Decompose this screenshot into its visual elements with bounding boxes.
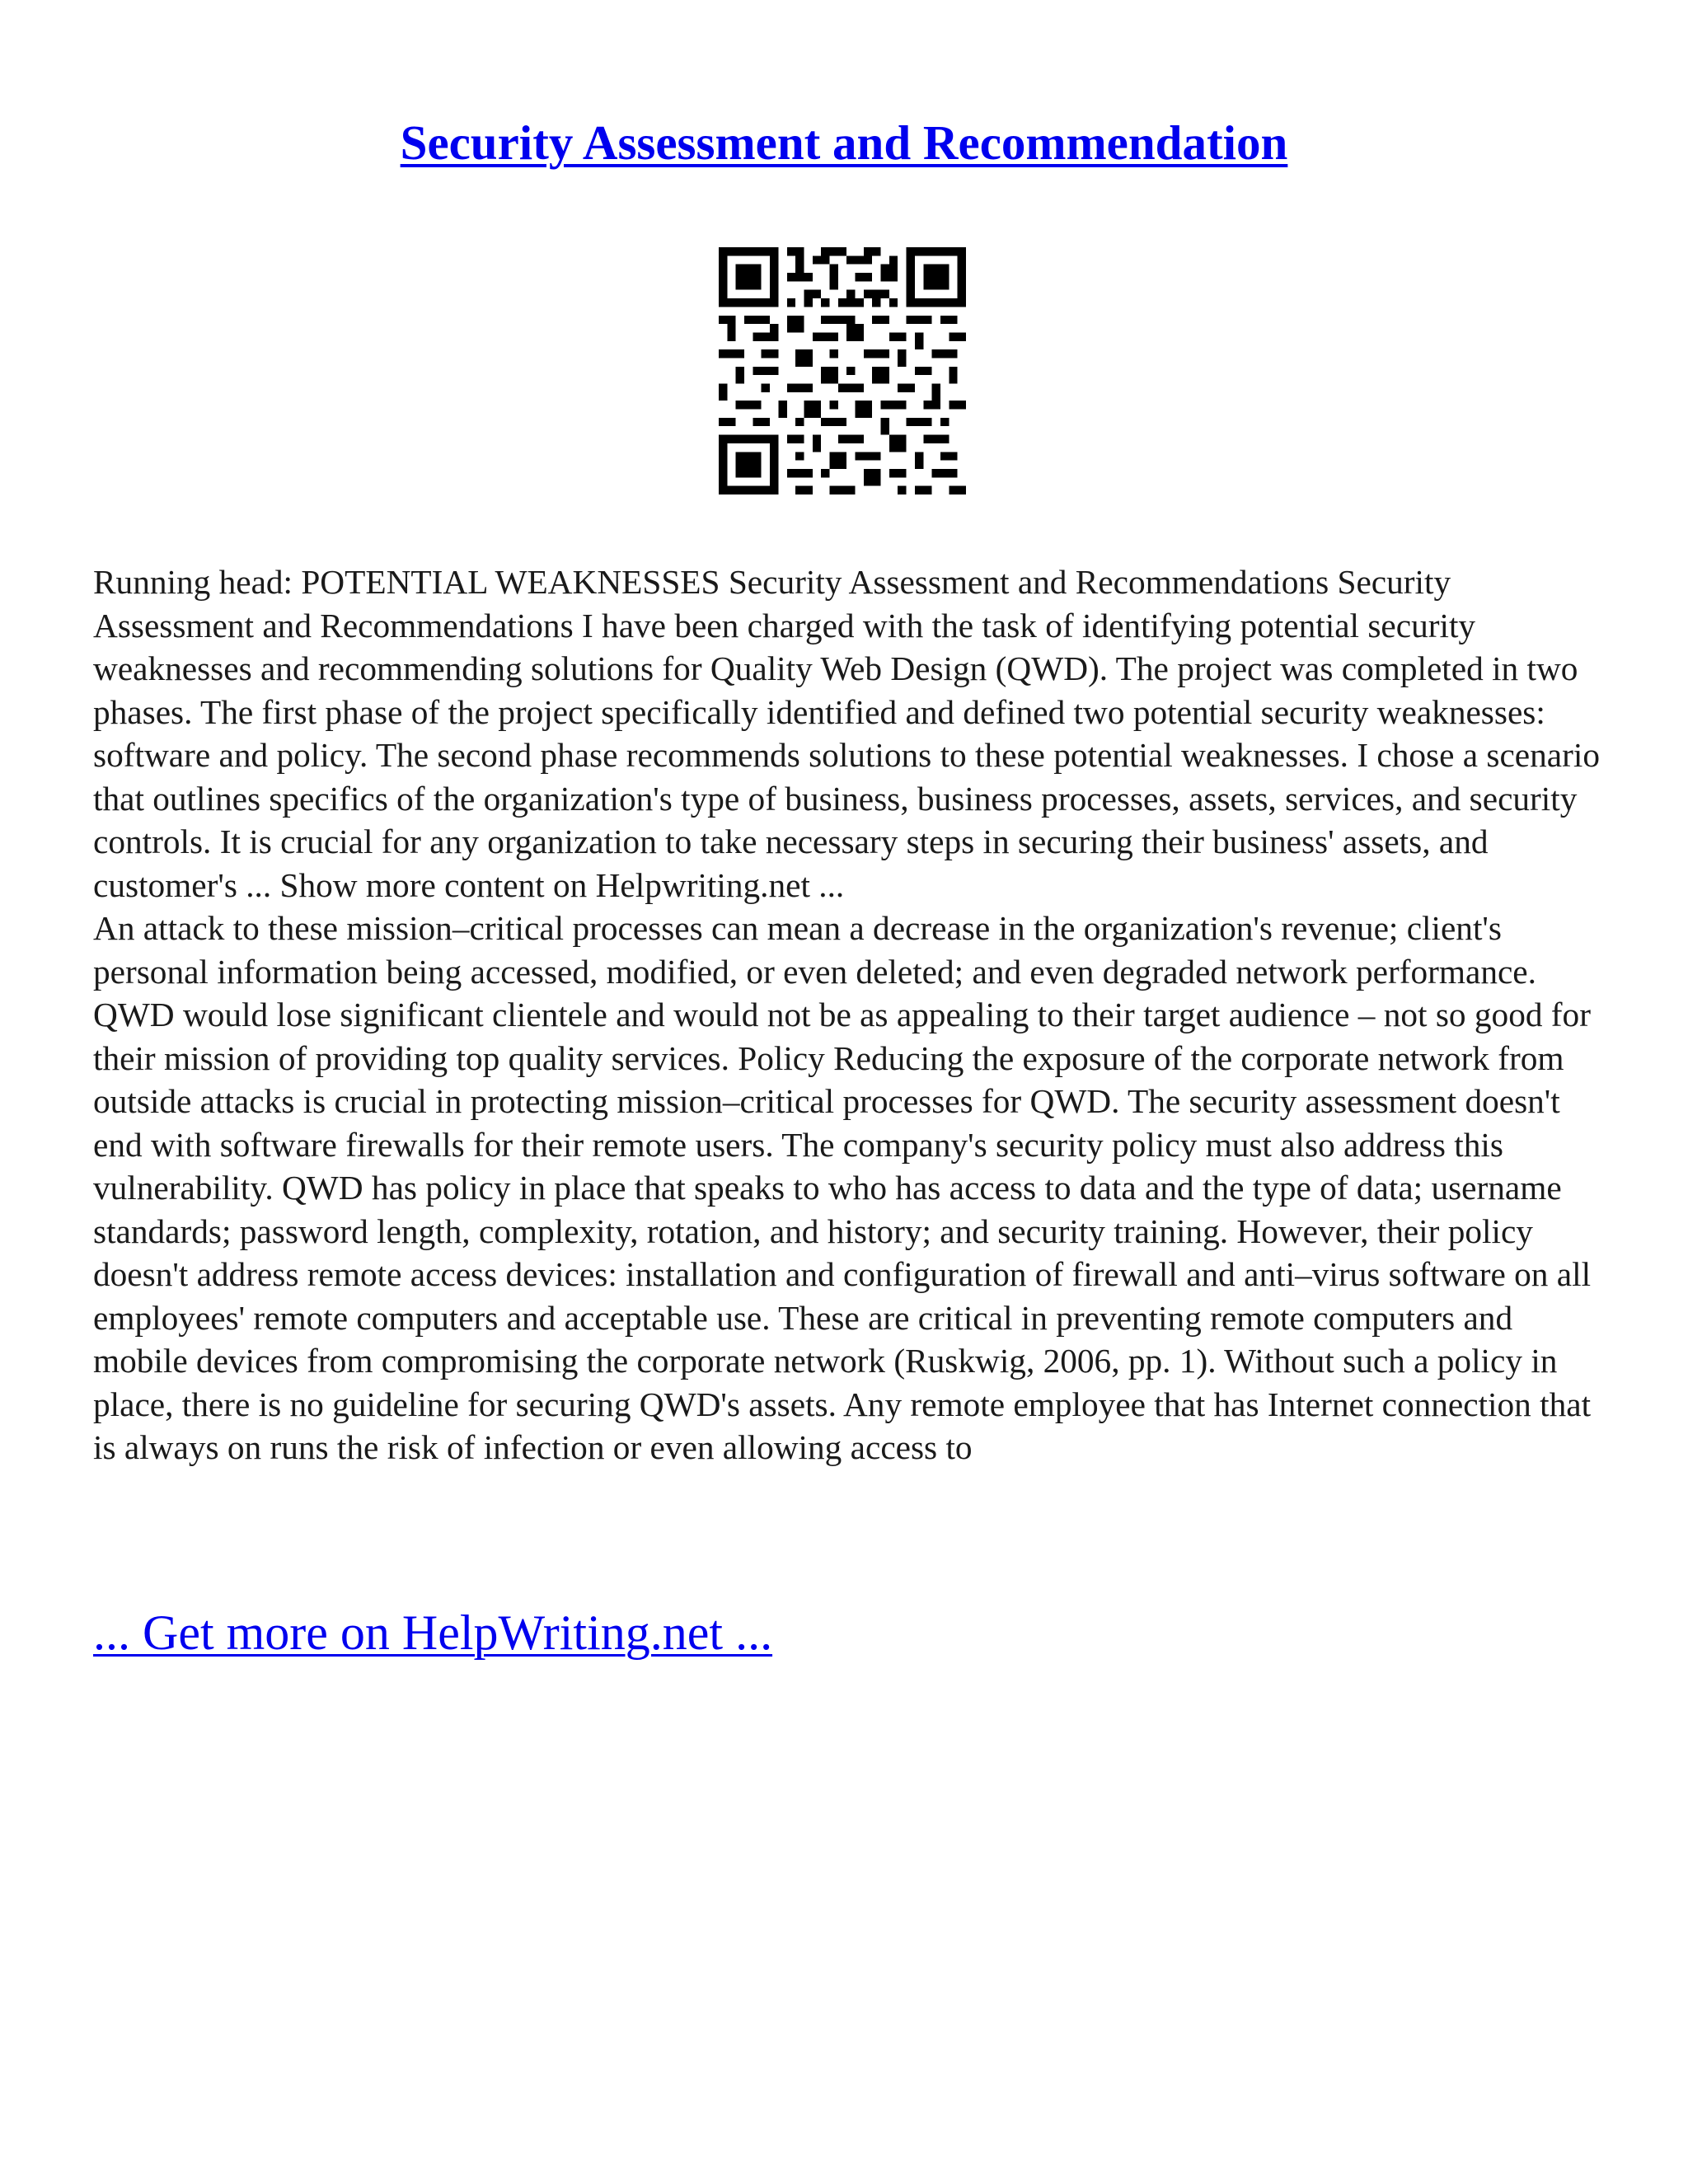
qr-code-icon xyxy=(719,247,966,494)
get-more-link[interactable]: ... Get more on HelpWriting.net ... xyxy=(93,1605,773,1660)
get-more-link-container xyxy=(93,1604,772,1661)
body-paragraph-1: Running head: POTENTIAL WEAKNESSES Security Assessment and Recommendations Security Assessment and Recommendations I have been charged with the task of identifying potential security weaknesses and recommending solutions for Quality Web Design (QWD). The project was completed in two phases. The first phase of the project specifically identified and defined two potential security weaknesses: software and policy. The second phase recommends solutions to these potential weaknesses. I chose a scenario that outlines specifics of the organization's type of business, business processes, assets, services, and security controls. It is crucial for any organization to take necessary steps in securing their business' assets, and customer's ... Show more content on Helpwriting.net ... xyxy=(93,563,1600,904)
document-title xyxy=(0,114,1688,171)
title-link[interactable]: Security Assessment and Recommendation xyxy=(400,115,1288,170)
body-paragraph-2: An attack to these mission–critical processes can mean a decrease in the organization's revenue; client's personal information being accessed, modified, or even deleted; and even degraded network performance. QWD would lose significant clientele and would not be as appealing to their target audience – not so good for their mission of providing top quality services. Policy Reducing the exposure of the corporate network from outside attacks is crucial in protecting mission–critical processes for QWD. The security assessment doesn't end with software firewalls for their remote users. The company's security policy must also address this vulnerability. QWD has policy in place that speaks to who has access to data and the type of data; username standards; password length, complexity, rotation, and history; and security training. However, their policy doesn't address remote access devices: installation and configuration of firewall and anti–virus software on all employees' remote computers and acceptable use. These are critical in preventing remote computers and mobile devices from compromising the corporate network (Ruskwig, 2006, pp. 1). Without such a policy in place, there is no guideline for securing QWD's assets. Any remote employee that has Internet connection that is always on runs the risk of infection or even allowing access to xyxy=(93,909,1592,1466)
document-body xyxy=(93,560,1601,1469)
